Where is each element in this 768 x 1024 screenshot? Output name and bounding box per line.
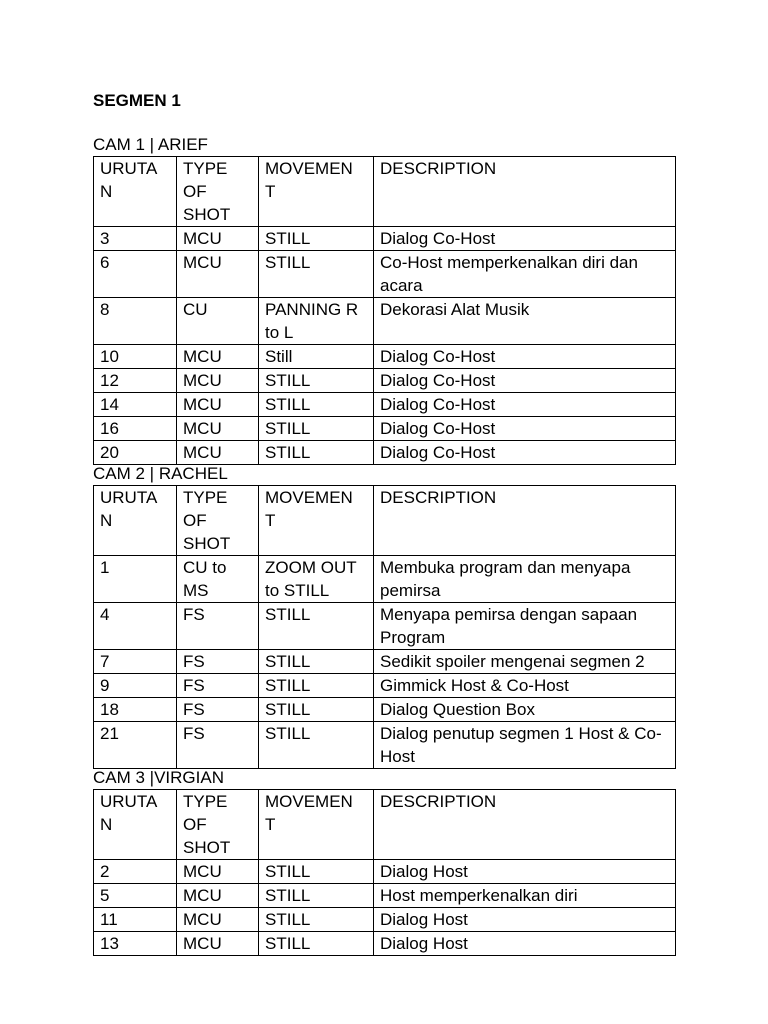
cell-shot: MCU: [177, 441, 259, 465]
header-urutan: URUTA N: [94, 790, 177, 860]
cell-movement: STILL: [259, 698, 374, 722]
cell-movement: STILL: [259, 908, 374, 932]
table-row: [94, 932, 676, 956]
cell-urutan: 9: [94, 674, 177, 698]
cell-movement: STILL: [259, 603, 374, 650]
cell-urutan: 5: [94, 884, 177, 908]
table-row: [94, 393, 676, 417]
cell-urutan: 3: [94, 227, 177, 251]
table-row: [94, 884, 676, 908]
cell-movement: ZOOM OUT to STILL: [259, 556, 374, 603]
cell-movement: STILL: [259, 417, 374, 441]
cell-urutan: 13: [94, 932, 177, 956]
cell-urutan: 12: [94, 369, 177, 393]
cell-description: Sedikit spoiler mengenai segmen 2: [374, 650, 676, 674]
table-row: [94, 698, 676, 722]
cell-shot: MCU: [177, 932, 259, 956]
cell-urutan: 11: [94, 908, 177, 932]
table-row: [94, 441, 676, 465]
cell-movement: PANNING R to L: [259, 298, 374, 345]
document-title: SEGMEN 1: [93, 91, 181, 110]
cell-shot: MCU: [177, 251, 259, 298]
cell-description: Dialog Host: [374, 932, 676, 956]
cell-shot: CU: [177, 298, 259, 345]
cell-shot: MCU: [177, 860, 259, 884]
cell-shot: MCU: [177, 227, 259, 251]
table-header-row: [94, 486, 676, 556]
cell-description: Gimmick Host & Co-Host: [374, 674, 676, 698]
cell-urutan: 6: [94, 251, 177, 298]
cell-shot: FS: [177, 722, 259, 769]
section-label: CAM 3 |VIRGIAN: [93, 768, 224, 787]
table-header-row: [94, 157, 676, 227]
cell-movement: STILL: [259, 860, 374, 884]
cell-description: Dialog Question Box: [374, 698, 676, 722]
cell-description: Dialog Host: [374, 908, 676, 932]
cell-description: Dialog penutup segmen 1 Host & Co-Host: [374, 722, 676, 769]
cell-movement: STILL: [259, 227, 374, 251]
shot-table: [93, 156, 676, 465]
cell-shot: MCU: [177, 417, 259, 441]
cell-movement: STILL: [259, 369, 374, 393]
section-label: CAM 2 | RACHEL: [93, 464, 228, 483]
cell-description: Dialog Co-Host: [374, 441, 676, 465]
cell-movement: STILL: [259, 884, 374, 908]
header-urutan: URUTA N: [94, 157, 177, 227]
cell-shot: FS: [177, 674, 259, 698]
table-row: [94, 603, 676, 650]
table-row: [94, 722, 676, 769]
cell-movement: STILL: [259, 441, 374, 465]
header-shot: TYPE OF SHOT: [177, 790, 259, 860]
table-row: [94, 674, 676, 698]
cell-description: Dialog Co-Host: [374, 393, 676, 417]
cell-description: Dialog Co-Host: [374, 417, 676, 441]
cell-shot: MCU: [177, 345, 259, 369]
cell-shot: MCU: [177, 393, 259, 417]
table-row: [94, 417, 676, 441]
cell-description: Co-Host memperkenalkan diri dan acara: [374, 251, 676, 298]
cell-shot: CU to MS: [177, 556, 259, 603]
cell-description: Dialog Co-Host: [374, 227, 676, 251]
cell-shot: MCU: [177, 908, 259, 932]
table-row: [94, 650, 676, 674]
cell-urutan: 1: [94, 556, 177, 603]
shot-table: [93, 789, 676, 956]
cell-description: Host memperkenalkan diri: [374, 884, 676, 908]
header-description: DESCRIPTION: [374, 790, 676, 860]
cell-urutan: 10: [94, 345, 177, 369]
cell-movement: STILL: [259, 722, 374, 769]
cell-movement: Still: [259, 345, 374, 369]
cell-shot: MCU: [177, 369, 259, 393]
cell-urutan: 8: [94, 298, 177, 345]
section-cam-1: [93, 134, 675, 465]
cell-description: Dekorasi Alat Musik: [374, 298, 676, 345]
cell-shot: FS: [177, 603, 259, 650]
header-movement: MOVEMEN T: [259, 157, 374, 227]
table-row: [94, 369, 676, 393]
cell-description: Menyapa pemirsa dengan sapaan Program: [374, 603, 676, 650]
table-row: [94, 908, 676, 932]
cell-movement: STILL: [259, 251, 374, 298]
table-row: [94, 227, 676, 251]
header-description: DESCRIPTION: [374, 157, 676, 227]
cell-shot: FS: [177, 698, 259, 722]
cell-movement: STILL: [259, 393, 374, 417]
cell-movement: STILL: [259, 932, 374, 956]
cell-shot: MCU: [177, 884, 259, 908]
cell-urutan: 21: [94, 722, 177, 769]
table-header-row: [94, 790, 676, 860]
cell-urutan: 20: [94, 441, 177, 465]
table-row: [94, 251, 676, 298]
cell-description: Dialog Co-Host: [374, 345, 676, 369]
cell-urutan: 7: [94, 650, 177, 674]
cell-urutan: 14: [94, 393, 177, 417]
header-movement: MOVEMEN T: [259, 790, 374, 860]
section-cam-3: [93, 767, 675, 956]
cell-shot: FS: [177, 650, 259, 674]
cell-urutan: 16: [94, 417, 177, 441]
table-row: [94, 298, 676, 345]
cell-description: Dialog Co-Host: [374, 369, 676, 393]
section-label: CAM 1 | ARIEF: [93, 135, 208, 154]
header-urutan: URUTA N: [94, 486, 177, 556]
cell-urutan: 2: [94, 860, 177, 884]
cell-description: Membuka program dan menyapa pemirsa: [374, 556, 676, 603]
cell-movement: STILL: [259, 650, 374, 674]
cell-urutan: 18: [94, 698, 177, 722]
header-shot: TYPE OF SHOT: [177, 486, 259, 556]
table-row: [94, 345, 676, 369]
cell-description: Dialog Host: [374, 860, 676, 884]
cell-movement: STILL: [259, 674, 374, 698]
cell-urutan: 4: [94, 603, 177, 650]
header-description: DESCRIPTION: [374, 486, 676, 556]
header-shot: TYPE OF SHOT: [177, 157, 259, 227]
shot-table: [93, 485, 676, 769]
header-movement: MOVEMEN T: [259, 486, 374, 556]
table-row: [94, 860, 676, 884]
section-cam-2: [93, 463, 675, 769]
table-row: [94, 556, 676, 603]
